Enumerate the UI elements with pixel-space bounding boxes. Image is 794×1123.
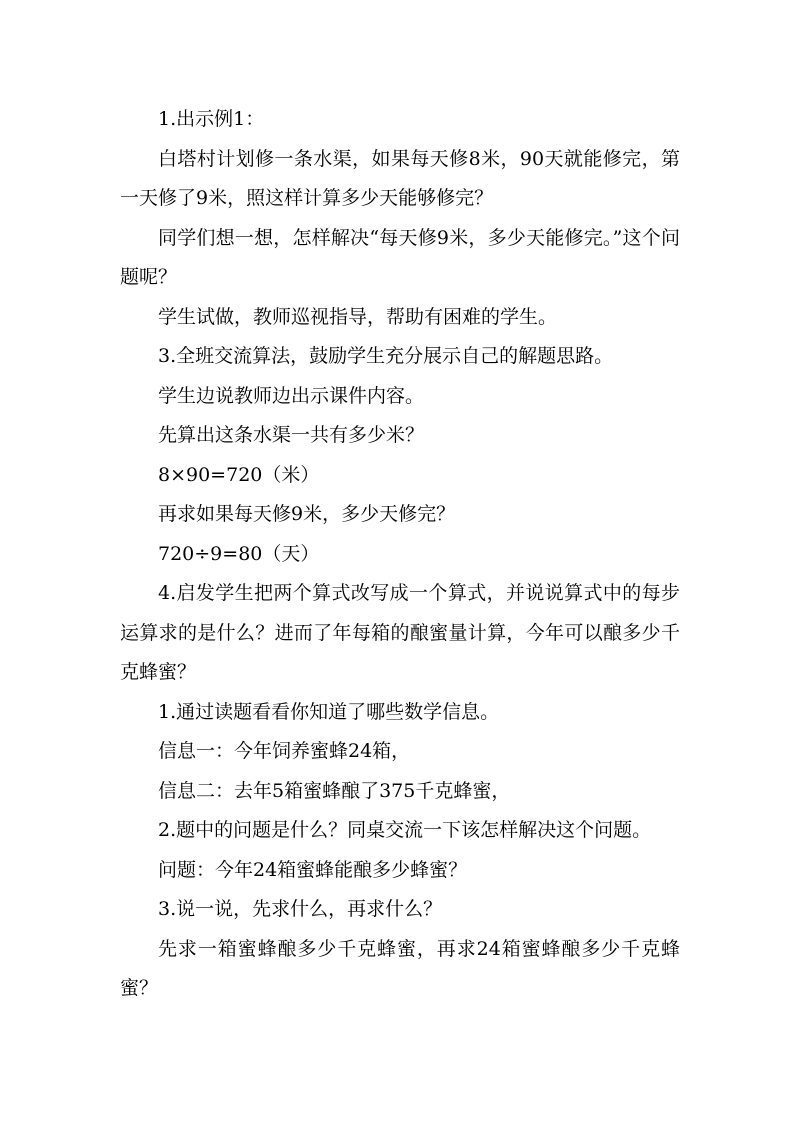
paragraph-student-try: 学生试做，教师巡视指导，帮助有困难的学生。 (158, 305, 558, 328)
paragraph-question-statement: 问题：今年24箱蜜蜂能酿多少蜂蜜？ (158, 858, 468, 881)
paragraph-question-discussion: 2.题中的问题是什么？同桌交流一下该怎样解决这个问题。 (158, 819, 652, 841)
paragraph-info-one: 信息一：今年饲养蜜蜂24箱， (158, 740, 411, 762)
paragraph-show-courseware: 学生边说教师边出示课件内容。 (158, 384, 425, 407)
paragraph-equation-days: 720÷9=80（天） (158, 542, 320, 565)
paragraph-think-question: 同学们想一想，怎样解决“每天修9米，多少天能修完。”这个问题呢？ (120, 226, 680, 288)
paragraph-combine-equations: 4.启发学生把两个算式改写成一个算式，并说说算式中的每步运算求的是什么？进而了年每箱的酿蜜量计算，今年可以酿多少千克蜂蜜？ (120, 582, 680, 683)
paragraph-class-exchange: 3.全班交流算法，鼓励学生充分展示自己的解题思路。 (158, 345, 614, 367)
paragraph-equation-total-length: 8×90=720（米） (158, 463, 320, 486)
paragraph-read-problem: 1.通过读题看看你知道了哪些数学信息。 (158, 700, 500, 723)
document-body (120, 100, 680, 1009)
paragraph-canal-problem: 白塔村计划修一条水渠，如果每天修8米，90天就能修完，第一天修了9米，照这样计算多少天能够修完？ (120, 147, 680, 209)
paragraph-solution-steps: 先求一箱蜜蜂酿多少千克蜂蜜，再求24箱蜜蜂酿多少千克蜂蜜？ (120, 937, 680, 999)
paragraph-first-calc-question: 先算出这条水渠一共有多少米？ (158, 424, 425, 446)
paragraph-say-order: 3.说一说，先求什么，再求什么？ (158, 898, 443, 920)
paragraph-info-two: 信息二：去年5箱蜜蜂酿了375千克蜂蜜， (158, 779, 511, 802)
paragraph-second-calc-question: 再求如果每天修9米，多少天修完？ (158, 503, 456, 525)
paragraph-example-1-heading: 1.出示例1： (158, 108, 265, 130)
